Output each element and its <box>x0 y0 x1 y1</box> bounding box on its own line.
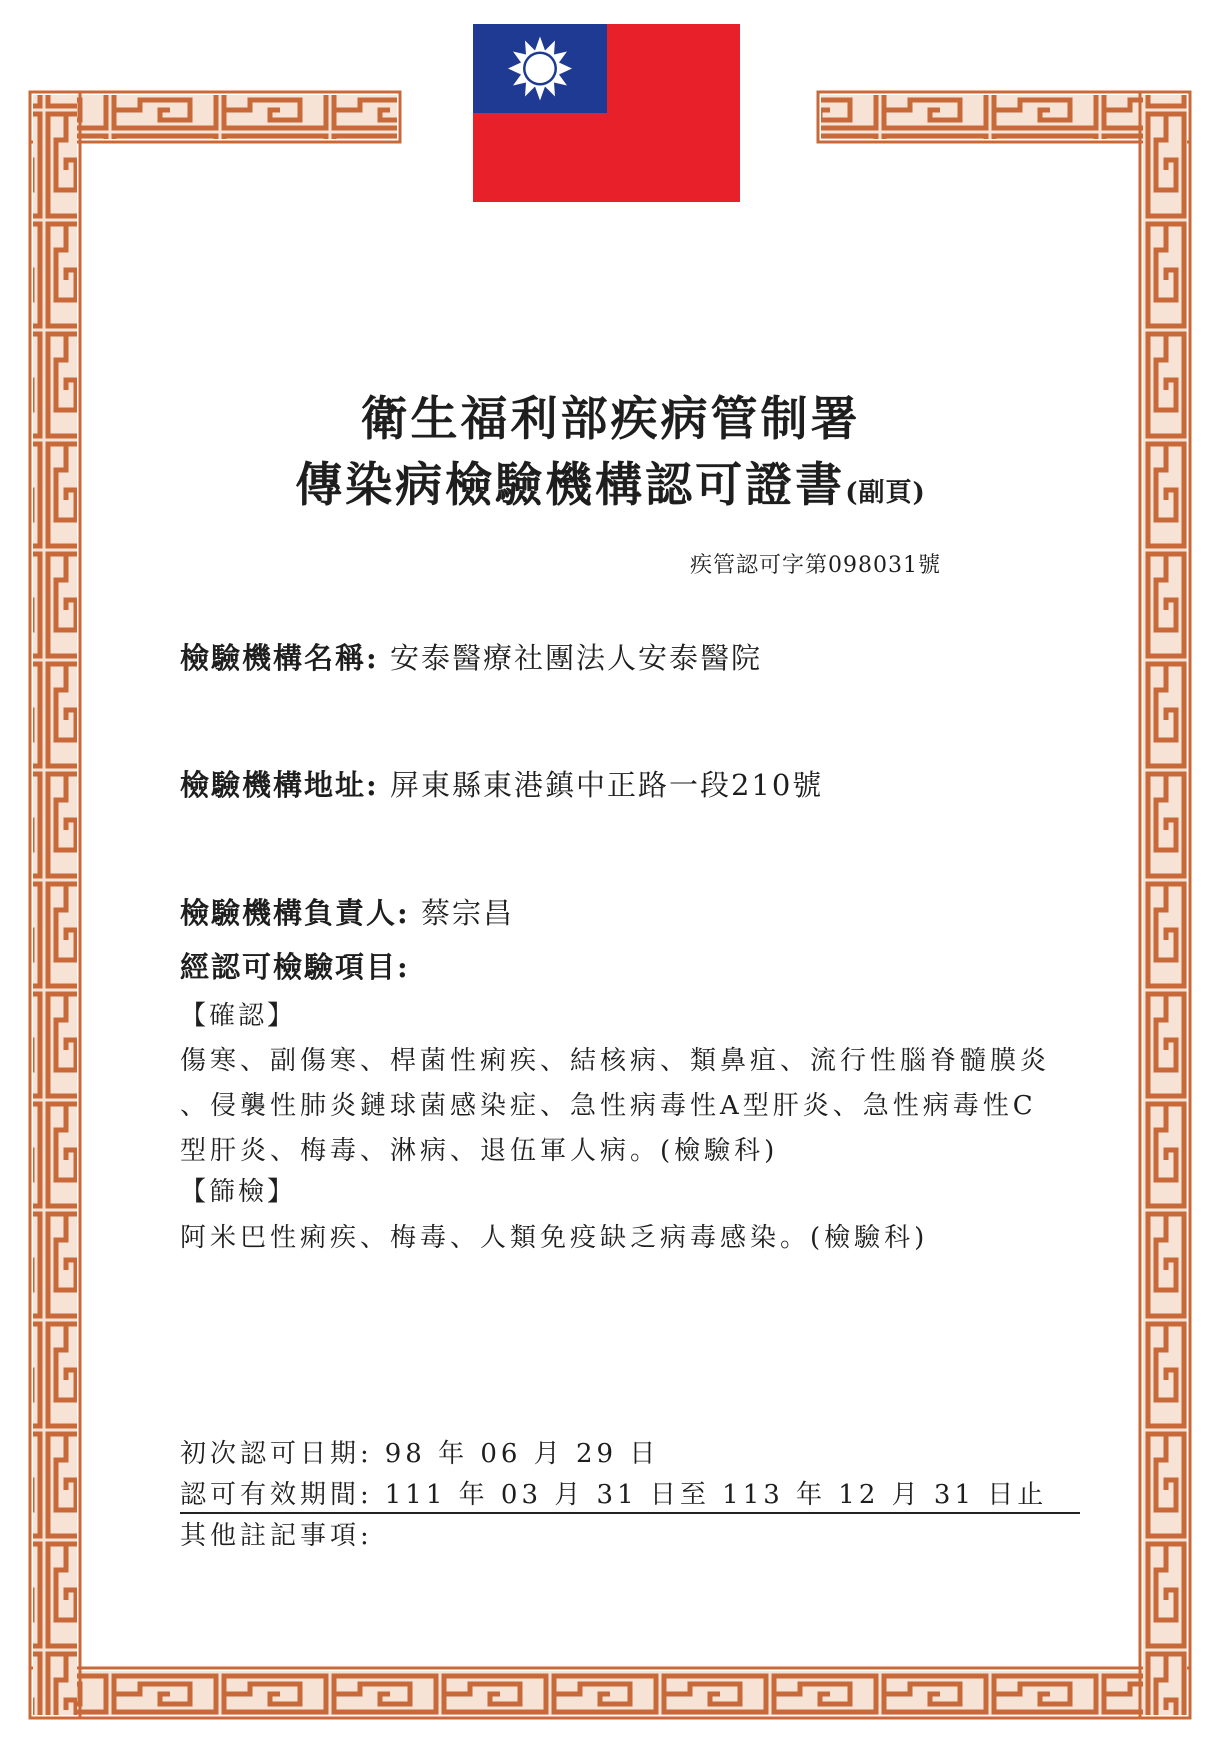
initial-approval-value: 98 年 06 月 29 日 <box>384 1439 660 1469</box>
initial-approval-row <box>180 1433 659 1470</box>
confirm-line: 傷寒、副傷寒、桿菌性痢疾、結核病、類鼻疽、流行性腦脊髓膜炎 <box>180 1046 1051 1076</box>
certificate-number: 疾管認可字第098031號 <box>690 553 941 578</box>
institution-head-label: 檢驗機構負責人: <box>180 896 410 930</box>
title-certificate <box>0 448 1221 515</box>
institution-address-label: 檢驗機構地址: <box>180 768 379 802</box>
white-sun-icon <box>473 24 607 113</box>
validity-underline <box>180 1512 1080 1514</box>
institution-head-value: 蔡宗昌 <box>420 896 514 930</box>
institution-name-row <box>180 636 762 677</box>
institution-address-value: 屏東縣東港鎮中正路一段210號 <box>389 768 824 802</box>
validity-period-value: 111 年 03 月 31 日至 113 年 12 月 31 日止 <box>384 1480 1048 1510</box>
validity-period-label: 認可有效期間: <box>180 1480 373 1510</box>
confirm-heading: 【確認】 <box>180 1001 297 1031</box>
title-certificate-text: 傳染病檢驗機構認可證書 <box>295 458 846 513</box>
approved-items-label: 經認可檢驗項目: <box>180 950 410 984</box>
title-agency: 衛生福利部疾病管制署 <box>360 392 861 447</box>
confirm-line: 、侵襲性肺炎鏈球菌感染症、急性病毒性A型肝炎、急性病毒性C <box>180 1091 1037 1121</box>
institution-name-value: 安泰醫療社團法人安泰醫院 <box>389 641 762 675</box>
institution-head-row <box>180 891 514 932</box>
screening-line: 阿米巴性痢疾、梅毒、人類免疫缺乏病毒感染。(檢驗科) <box>180 1223 929 1253</box>
institution-name-label: 檢驗機構名稱: <box>180 641 379 675</box>
initial-approval-label: 初次認可日期: <box>180 1439 373 1469</box>
confirm-line: 型肝炎、梅毒、淋病、退伍軍人病。(檢驗科) <box>180 1136 779 1166</box>
screening-heading: 【篩檢】 <box>180 1177 297 1207</box>
validity-period-row <box>180 1474 1047 1511</box>
title-suffix: (副頁) <box>845 478 926 508</box>
institution-address-row <box>180 763 823 804</box>
national-flag-icon <box>473 24 740 202</box>
other-notes-label: 其他註記事項: <box>180 1521 373 1551</box>
